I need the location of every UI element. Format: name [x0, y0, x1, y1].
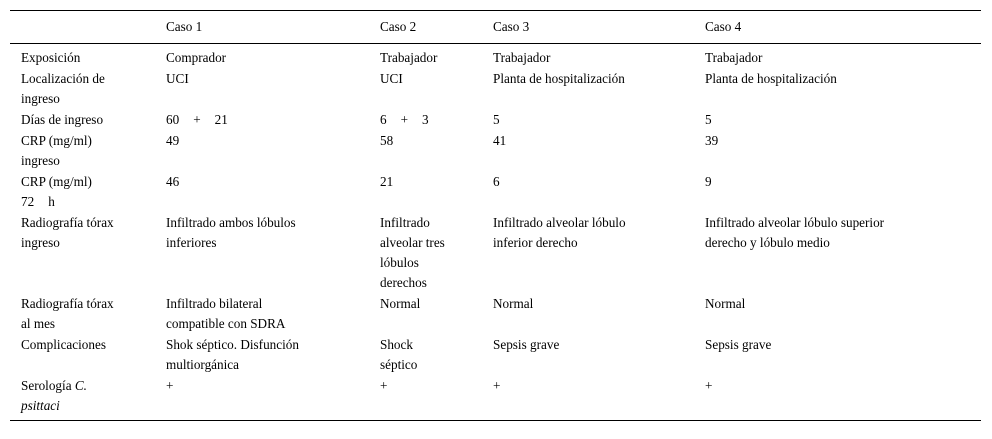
- header-caso-3: Caso 3: [493, 19, 530, 34]
- value-part: 60: [166, 112, 180, 127]
- table-row: [10, 335, 981, 376]
- table-cell: 21: [380, 174, 394, 189]
- header-row: [10, 11, 981, 44]
- table-cell: 9: [705, 174, 712, 189]
- table-cell: Trabajador: [705, 50, 763, 65]
- table-cell: 58: [380, 133, 394, 148]
- row-label: Radiografía tórax ingreso: [21, 215, 114, 250]
- table-cell: Infiltrado bilateral compatible con SDRA: [166, 296, 286, 331]
- header-caso-2: Caso 2: [380, 19, 417, 34]
- table-row: [10, 44, 981, 70]
- table-cell: Planta de hospitalización: [705, 71, 837, 86]
- table-cell: Shok séptico. Disfunción multiorgánica: [166, 337, 299, 372]
- table-cell: Infiltrado alveolar lóbulo inferior derecho: [493, 215, 626, 250]
- table-cell: 6: [493, 174, 500, 189]
- table-cell: Sepsis grave: [705, 337, 772, 352]
- value-part: 6: [380, 112, 387, 127]
- table-cell: Trabajador: [380, 50, 438, 65]
- table-cell: Normal: [493, 296, 534, 311]
- header-caso-4: Caso 4: [705, 19, 742, 34]
- table-row: [10, 294, 981, 335]
- label-part: 72: [21, 194, 35, 209]
- table-row: [10, 110, 981, 131]
- value-part: 3: [422, 112, 429, 127]
- table-cell: 46: [166, 174, 180, 189]
- table-cell: +: [705, 378, 713, 393]
- table-row: [10, 172, 981, 213]
- table-cell: +: [493, 378, 501, 393]
- table-cell: 49: [166, 133, 180, 148]
- plus-sign: +: [400, 112, 409, 127]
- row-label: Complicaciones: [21, 337, 106, 352]
- label-part: CRP (mg/ml): [21, 174, 92, 189]
- table-cell: Infiltrado alveolar tres lóbulos derechos: [380, 215, 445, 290]
- row-label: Radiografía tórax al mes: [21, 296, 114, 331]
- header-caso-1: Caso 1: [166, 19, 203, 34]
- row-label: [10, 172, 155, 213]
- table-cell: Infiltrado alveolar lóbulo superior derecho y lóbulo medio: [705, 215, 885, 250]
- table-cell: Normal: [380, 296, 421, 311]
- clinical-cases-table: [10, 10, 981, 421]
- header-empty: [10, 11, 155, 44]
- table-cell: UCI: [166, 71, 189, 86]
- plus-sign: +: [193, 112, 201, 127]
- table-row: [10, 69, 981, 110]
- table-cell: +: [166, 378, 174, 393]
- label-part: Serología: [21, 378, 72, 393]
- species-name: C. psittaci: [21, 378, 87, 413]
- table-cell: 39: [705, 133, 719, 148]
- table-cell: Planta de hospitalización: [493, 71, 625, 86]
- table-cell: [369, 110, 482, 131]
- table-cell: Infiltrado ambos lóbulos inferiores: [166, 215, 296, 250]
- value-part: 21: [214, 112, 228, 127]
- table-cell: Comprador: [166, 50, 227, 65]
- row-label: [10, 376, 155, 421]
- row-label: Localización de ingreso: [21, 71, 105, 106]
- table-cell: Normal: [705, 296, 746, 311]
- row-label: Exposición: [21, 50, 81, 65]
- table-cell: Trabajador: [493, 50, 551, 65]
- table-cell: 5: [493, 112, 500, 127]
- table-cell: UCI: [380, 71, 403, 86]
- table-cell: 5: [705, 112, 712, 127]
- row-label: CRP (mg/ml) ingreso: [21, 133, 92, 168]
- table-cell: 41: [493, 133, 507, 148]
- table-cell: Sepsis grave: [493, 337, 560, 352]
- table-row: [10, 213, 981, 294]
- table-cell: +: [380, 378, 388, 393]
- row-label: Días de ingreso: [21, 112, 104, 127]
- table-container: [10, 10, 981, 421]
- table-cell: [155, 110, 369, 131]
- table-row: [10, 376, 981, 421]
- table-cell: Shock séptico: [380, 337, 418, 372]
- label-part: h: [48, 194, 55, 209]
- table-row: [10, 131, 981, 172]
